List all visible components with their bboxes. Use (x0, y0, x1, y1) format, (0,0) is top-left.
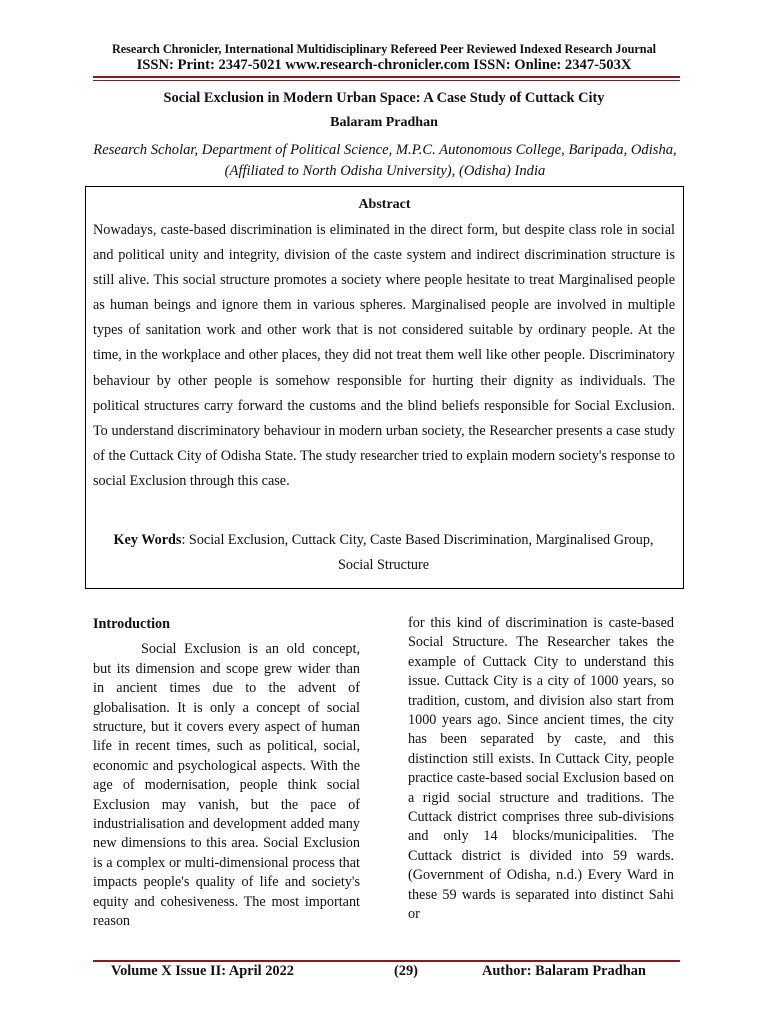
intro-paragraph: Social Exclusion is an old concept, but its dimension and scope grew wider than in ancient times due to the advent of globalisation. It is only a concept of social structure, but it covers every aspect of human life in recent times, such as political, social, economic and psychological aspects. With the age of modernisation, people think social Exclusion may vanish, but the pace of industrialisation and development added many new dimensions to this area. Social Exclusion is a complex or multi-dimensional process that impacts people's quality of life and society's equity and cohesiveness. The most important reason (93, 641, 360, 930)
issn-line: ISSN: Print: 2347-5021 www.research-chronicler.com ISSN: Online: 2347-503X (136, 57, 632, 73)
right-column (408, 614, 674, 925)
page-footer (93, 963, 680, 983)
left-column (93, 615, 360, 932)
header-rule-thin (93, 80, 680, 81)
author-affiliation: Research Scholar, Department of Political Science, M.P.C. Autonomous College, Baripada, Odisha, (Affiliated to North Odisha University), (Odisha) India (93, 142, 677, 179)
header-rule (93, 76, 680, 78)
keywords-label: Key Words (113, 532, 182, 548)
journal-name: Research Chronicler, International Multidisciplinary Refereed Peer Reviewed Indexed Research Journal (111, 42, 657, 56)
keywords-list: : Social Exclusion, Cuttack City, Caste Based Discrimination, Marginalised Group, Social Structure (181, 532, 654, 573)
footer-volume: Volume X Issue II: April 2022 (111, 963, 294, 979)
introduction-heading: Introduction (93, 616, 170, 632)
footer-author: Author: Balaram Pradhan (482, 963, 646, 979)
abstract-box (85, 186, 684, 589)
article-title: Social Exclusion in Modern Urban Space: A Case Study of Cuttack City (163, 90, 605, 106)
footer-rule (93, 960, 680, 962)
article-author: Balaram Pradhan (330, 115, 438, 130)
keywords (106, 528, 661, 578)
footer-page-number: (29) (394, 963, 418, 979)
abstract-text: Nowadays, caste-based discrimination is eliminated in the direct form, but despite class role in social and political unity and integrity, division of the caste system and indirect discrimination structure is still alive. This social structure promotes a society where people hesitate to treat Marginalised people as human beings and ignore them in various spheres. Marginalised people are involved in multiple types of sanitation work and other work that is not considered suitable by ordinary people. At the time, in the workplace and other places, they did not treat them well like other people. Discriminatory behaviour by other people is somehow responsible for hurting their dignity as individuals. The political structures carry forward the customs and the blind beliefs responsible for Social Exclusion. To understand discriminatory behaviour in modern urban society, the Researcher presents a case study of the Cuttack City of Odisha State. The study researcher tried to explain modern society's response to social Exclusion through this case. (93, 222, 675, 489)
intro-paragraph-continued: for this kind of discrimination is caste-based Social Structure. The Researcher takes the example of Cuttack City to understand this issue. Cuttack City is a city of 1000 years, so tradition, custom, and division also start from 1000 years ago. Since ancient times, the city has been separated by caste, and this distinction still exists. In Cuttack City, people practice caste-based social Exclusion based on a rigid social structure and traditions. The Cuttack district comprises three sub-divisions and only 14 blocks/municipalities. The Cuttack district is divided into 59 wards.(Government of Odisha, n.d.) Every Ward in these 59 wards is separated into distinct Sahi or (408, 615, 674, 923)
abstract-heading: Abstract (358, 197, 411, 212)
